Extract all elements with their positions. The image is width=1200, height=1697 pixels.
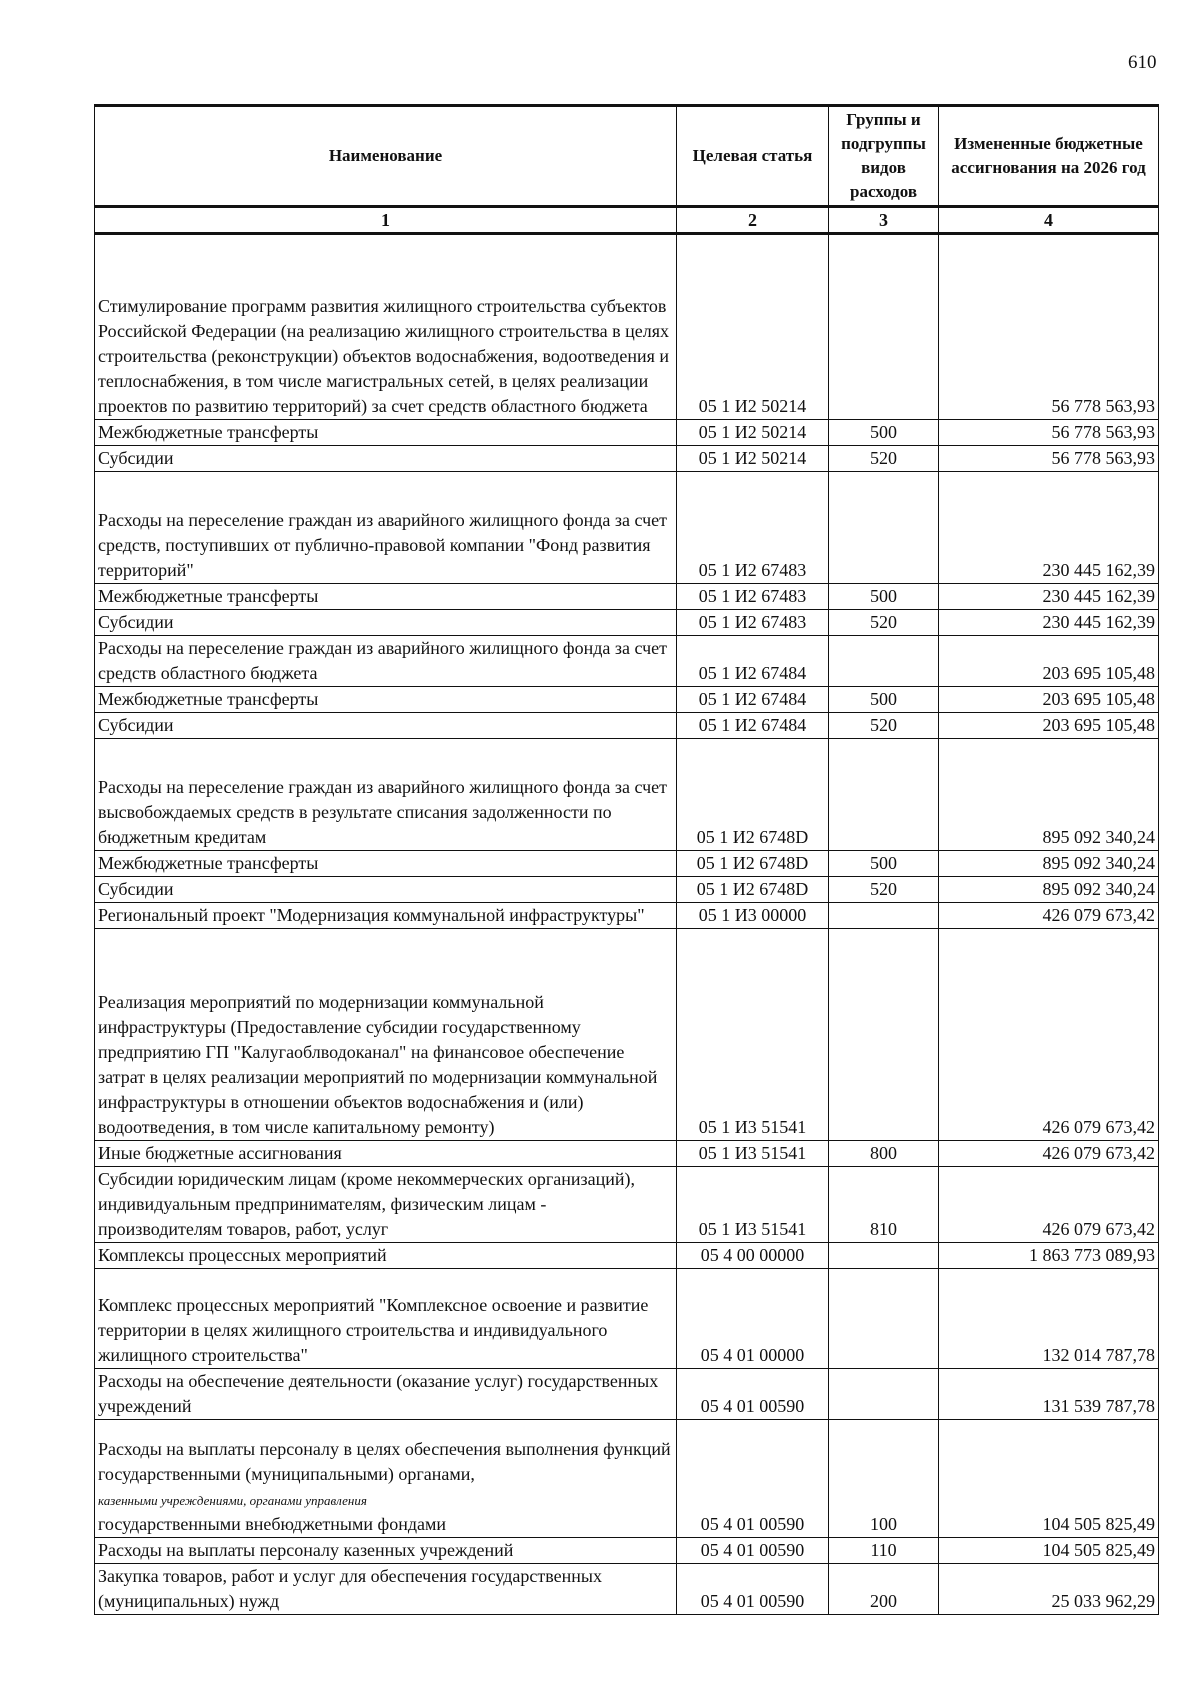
- row-group: 100: [829, 1420, 939, 1538]
- row-name: Региональный проект "Модернизация коммунальной инфраструктуры": [95, 903, 677, 929]
- row-code: 05 1 И2 6748D: [677, 851, 829, 877]
- row-name: Расходы на выплаты персоналу казенных учреждений: [95, 1538, 677, 1564]
- row-amount: 230 445 162,39: [939, 472, 1159, 584]
- row-code: 05 1 И2 50214: [677, 446, 829, 472]
- row-name-part-c: государственными внебюджетными фондами: [98, 1514, 447, 1534]
- header-allocations: Измененные бюджетные ассигнования на 2026 год: [939, 106, 1159, 207]
- table-row: [95, 584, 1159, 610]
- row-amount: 895 092 340,24: [939, 877, 1159, 903]
- row-name: Расходы на переселение граждан из аварийного жилищного фонда за счет средств областного бюджета: [95, 636, 677, 687]
- row-code: 05 4 01 00590: [677, 1538, 829, 1564]
- table-row: [95, 1141, 1159, 1167]
- table-row: [95, 877, 1159, 903]
- column-number-row: [95, 207, 1159, 234]
- header-expense-groups: Группы и подгруппы видов расходов: [829, 106, 939, 207]
- table-row: [95, 739, 1159, 851]
- row-code: 05 1 И3 51541: [677, 1141, 829, 1167]
- row-code: 05 1 И3 51541: [677, 1167, 829, 1243]
- row-code: 05 1 И2 6748D: [677, 877, 829, 903]
- row-name: Закупка товаров, работ и услуг для обеспечения государственных (муниципальных) нужд: [95, 1564, 677, 1615]
- table-row: [95, 1167, 1159, 1243]
- row-amount: 230 445 162,39: [939, 584, 1159, 610]
- row-name: Расходы на обеспечение деятельности (оказание услуг) государственных учреждений: [95, 1369, 677, 1420]
- table-row: [95, 713, 1159, 739]
- row-group: [829, 1243, 939, 1269]
- column-number-1: 1: [95, 207, 677, 234]
- row-name: Комплексы процессных мероприятий: [95, 1243, 677, 1269]
- table-row: [95, 903, 1159, 929]
- row-code: 05 1 И2 67483: [677, 610, 829, 636]
- row-amount: 426 079 673,42: [939, 1167, 1159, 1243]
- row-group: 500: [829, 584, 939, 610]
- table-row: [95, 636, 1159, 687]
- row-amount: 104 505 825,49: [939, 1538, 1159, 1564]
- row-name: Межбюджетные трансферты: [95, 687, 677, 713]
- table-row: [95, 851, 1159, 877]
- table-row: [95, 1369, 1159, 1420]
- row-amount: 56 778 563,93: [939, 420, 1159, 446]
- row-group: 800: [829, 1141, 939, 1167]
- row-group: [829, 234, 939, 420]
- row-name: Расходы на переселение граждан из аварийного жилищного фонда за счет средств, поступивших от публично-правовой компании "Фонд развития территорий": [95, 472, 677, 584]
- row-name: Расходы на переселение граждан из аварийного жилищного фонда за счет высвобождаемых средств в результате списания задолженности по бюджетным кредитам: [95, 739, 677, 851]
- row-amount: 1 863 773 089,93: [939, 1243, 1159, 1269]
- row-group: 500: [829, 420, 939, 446]
- row-group: 520: [829, 713, 939, 739]
- row-group: 520: [829, 877, 939, 903]
- row-code: 05 1 И2 67484: [677, 713, 829, 739]
- row-group: 500: [829, 687, 939, 713]
- row-group: [829, 1269, 939, 1369]
- row-amount: 203 695 105,48: [939, 687, 1159, 713]
- row-amount: 56 778 563,93: [939, 234, 1159, 420]
- row-code: 05 1 И2 50214: [677, 420, 829, 446]
- row-amount: 426 079 673,42: [939, 1141, 1159, 1167]
- table-row: [95, 610, 1159, 636]
- table-row: [95, 472, 1159, 584]
- row-name-part-b: казенными учреждениями, органами управления: [98, 1493, 367, 1508]
- table-row: [95, 446, 1159, 472]
- row-amount: 25 033 962,29: [939, 1564, 1159, 1615]
- row-group: 500: [829, 851, 939, 877]
- row-code: 05 4 00 00000: [677, 1243, 829, 1269]
- row-amount: 132 014 787,78: [939, 1269, 1159, 1369]
- row-code: 05 1 И2 67483: [677, 584, 829, 610]
- row-name-part-a: Расходы на выплаты персоналу в целях обеспечения выполнения функций государственными (муниципальными) органами,: [98, 1439, 671, 1484]
- row-amount: 203 695 105,48: [939, 713, 1159, 739]
- row-amount: 56 778 563,93: [939, 446, 1159, 472]
- row-name: Межбюджетные трансферты: [95, 420, 677, 446]
- row-group: 200: [829, 1564, 939, 1615]
- row-name: Субсидии: [95, 610, 677, 636]
- table-row: [95, 687, 1159, 713]
- row-group: 520: [829, 610, 939, 636]
- row-group: [829, 739, 939, 851]
- page-number: 610: [1128, 52, 1157, 73]
- row-amount: 131 539 787,78: [939, 1369, 1159, 1420]
- row-group: [829, 1369, 939, 1420]
- row-amount: 426 079 673,42: [939, 929, 1159, 1141]
- row-code: 05 4 01 00590: [677, 1420, 829, 1538]
- row-code: 05 4 01 00000: [677, 1269, 829, 1369]
- table-row: [95, 929, 1159, 1141]
- row-code: 05 1 И2 50214: [677, 234, 829, 420]
- row-name: Субсидии юридическим лицам (кроме некоммерческих организаций), индивидуальным предпринимателям, физическим лицам - производителям товаров, работ, услуг: [95, 1167, 677, 1243]
- budget-table: [94, 104, 1159, 1615]
- row-amount: 203 695 105,48: [939, 636, 1159, 687]
- row-code: 05 4 01 00590: [677, 1369, 829, 1420]
- header-target-article: Целевая статья: [677, 106, 829, 207]
- row-group: [829, 636, 939, 687]
- table-row: [95, 1243, 1159, 1269]
- row-amount: 104 505 825,49: [939, 1420, 1159, 1538]
- row-code: 05 1 И2 6748D: [677, 739, 829, 851]
- row-code: 05 1 И3 51541: [677, 929, 829, 1141]
- header-row: [95, 106, 1159, 207]
- row-code: 05 1 И2 67483: [677, 472, 829, 584]
- row-name: Стимулирование программ развития жилищного строительства субъектов Российской Федерации (на реализацию жилищного строительства в целях строительства (реконструкции) объектов водоснабжения, водоотведения и теплоснабжения, в том числе магистральных сетей, в целях реализации проектов по развитию территорий) за счет средств областного бюджета: [95, 234, 677, 420]
- row-amount: 230 445 162,39: [939, 610, 1159, 636]
- table-row: [95, 1564, 1159, 1615]
- row-code: 05 1 И2 67484: [677, 636, 829, 687]
- row-group: [829, 929, 939, 1141]
- row-name: [95, 1420, 677, 1538]
- column-number-4: 4: [939, 207, 1159, 234]
- row-name: Реализация мероприятий по модернизации коммунальной инфраструктуры (Предоставление субсидии государственному предприятию ГП "Калугаоблводоканал" на финансовое обеспечение затрат в целях реализации мероприятий по модернизации коммунальной инфраструктуры в отношении объектов водоснабжения и (или) водоотведения, в том числе капитальному ремонту): [95, 929, 677, 1141]
- row-code: 05 4 01 00590: [677, 1564, 829, 1615]
- row-name: Субсидии: [95, 713, 677, 739]
- column-number-3: 3: [829, 207, 939, 234]
- table-row: [95, 1538, 1159, 1564]
- row-amount: 895 092 340,24: [939, 851, 1159, 877]
- row-name: Иные бюджетные ассигнования: [95, 1141, 677, 1167]
- row-amount: 895 092 340,24: [939, 739, 1159, 851]
- row-name: Субсидии: [95, 877, 677, 903]
- column-number-2: 2: [677, 207, 829, 234]
- table-row: [95, 1420, 1159, 1538]
- row-name: Межбюджетные трансферты: [95, 584, 677, 610]
- row-code: 05 1 И3 00000: [677, 903, 829, 929]
- table-row: [95, 234, 1159, 420]
- row-group: 810: [829, 1167, 939, 1243]
- row-code: 05 1 И2 67484: [677, 687, 829, 713]
- row-name: Межбюджетные трансферты: [95, 851, 677, 877]
- table-row: [95, 1269, 1159, 1369]
- row-amount: 426 079 673,42: [939, 903, 1159, 929]
- row-name: Субсидии: [95, 446, 677, 472]
- table-row: [95, 420, 1159, 446]
- row-group: [829, 472, 939, 584]
- row-group: [829, 903, 939, 929]
- header-name: Наименование: [95, 106, 677, 207]
- row-name: Комплекс процессных мероприятий "Комплексное освоение и развитие территории в целях жилищного строительства и индивидуального жилищного строительства": [95, 1269, 677, 1369]
- row-group: 110: [829, 1538, 939, 1564]
- row-group: 520: [829, 446, 939, 472]
